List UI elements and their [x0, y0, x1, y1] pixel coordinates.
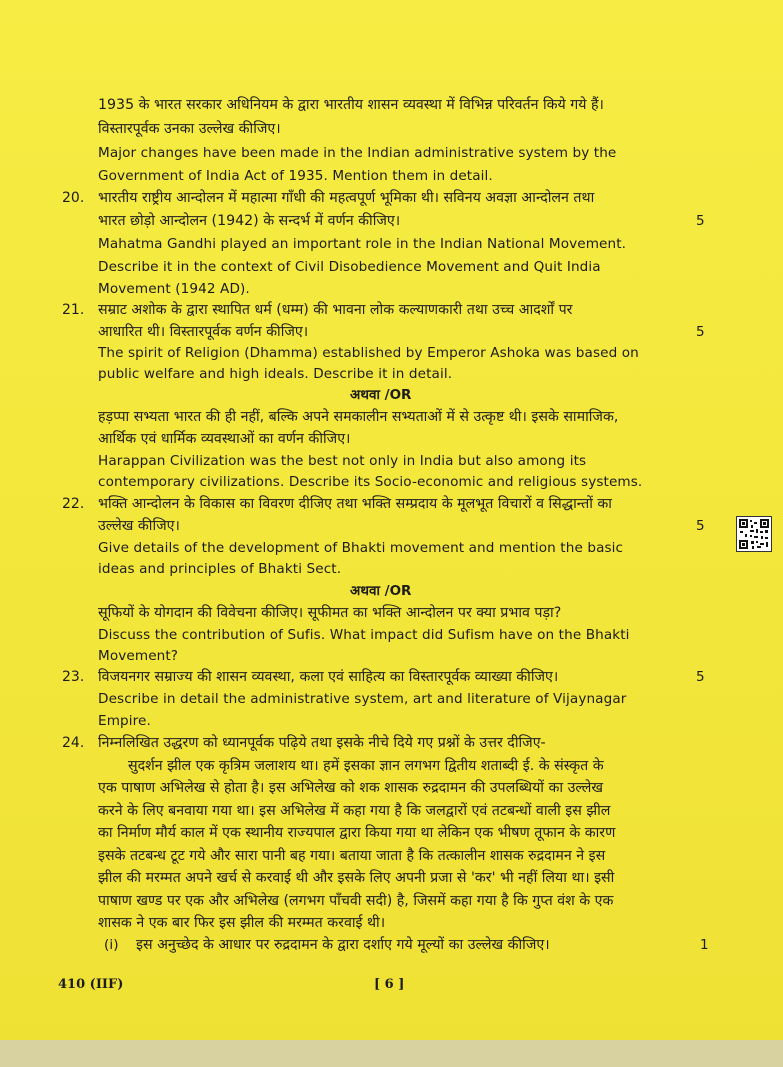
q19-english-line-1: Major changes have been made in the Indian administrative system by the: [98, 145, 617, 161]
q23-english-line-1: Describe in detail the administrative system, art and literature of Vijaynagar: [98, 691, 627, 707]
qr-code-icon: [736, 516, 772, 552]
q24-passage-line-5: इसके तटबन्ध टूट गये और सारा पानी बह गया। बताया जाता है कि तत्कालीन शासक रुद्रदामन ने इस: [98, 848, 606, 864]
q24-passage-line-2: एक पाषाण अभिलेख से होता है। इस अभिलेख को शक शासक रुद्रदामन की उपलब्धियों का उल्लेख: [98, 780, 603, 796]
q23-english-line-2: Empire.: [98, 713, 151, 729]
q21-or-label: अथवा /OR: [350, 387, 412, 403]
q22-marks: 5: [696, 518, 705, 534]
q24-passage-line-1: सुदर्शन झील एक कृत्रिम जलाशय था। हमें इसका ज्ञान लगभग द्वितीय शताब्दी ई. के संस्कृत के: [128, 758, 604, 774]
q23-hindi-line-1: विजयनगर सम्राज्य की शासन व्यवस्था, कला एवं साहित्य का विस्तारपूर्वक व्याख्या कीजिए।: [98, 669, 559, 685]
q21-alt-english-line-1: Harappan Civilization was the best not only in India but also among its: [98, 453, 587, 469]
q21-alt-hindi-line-2: आर्थिक एवं धार्मिक व्यवस्थाओं का वर्णन कीजिए।: [98, 431, 351, 447]
q22-english-line-1: Give details of the development of Bhakti movement and mention the basic: [98, 540, 624, 556]
q24-sub-i-marks: 1: [700, 937, 709, 953]
q21-english-line-1: The spirit of Religion (Dhamma) established by Emperor Ashoka was based on: [98, 345, 639, 361]
q21-marks: 5: [696, 324, 705, 340]
q21-hindi-line-1: सम्राट अशोक के द्वारा स्थापित धर्म (धम्म) की भावना लोक कल्याणकारी तथा उच्च आदर्शों पर: [98, 302, 573, 318]
q22-hindi-line-1: भक्ति आन्दोलन के विकास का विवरण दीजिए तथा भक्ति सम्प्रदाय के मूलभूत विचारों व सिद्धान्तों का: [98, 496, 612, 512]
q20-hindi-line-2: भारत छोड़ो आन्दोलन (1942) के सन्दर्भ में वर्णन कीजिए।: [98, 213, 401, 229]
q22-or-label: अथवा /OR: [350, 583, 412, 599]
q21-english-line-2: public welfare and high ideals. Describe it in detail.: [98, 366, 453, 382]
q24-passage-line-7: पाषाण खण्ड पर एक और अभिलेख (लगभग पाँचवी सदी) है, जिसमें कहा गया है कि गुप्त वंश के एक: [98, 893, 614, 909]
q24-passage-line-4: का निर्माण मौर्य काल में एक स्थानीय राज्यपाल द्वारा किया गया था लेकिन एक भीषण तूफान के कारण: [98, 825, 616, 841]
q22-english-line-2: ideas and principles of Bhakti Sect.: [98, 561, 342, 577]
q23-marks: 5: [696, 669, 705, 685]
q24-passage-line-6: झील की मरम्मत अपने खर्च से करवाई थी और इसके लिए अपनी प्रजा से 'कर' भी नहीं लिया था। इसी: [98, 870, 615, 886]
paper-code: 410 (IIF): [58, 977, 124, 992]
q23-number: 23.: [62, 669, 85, 685]
q19-english-line-2: Government of India Act of 1935. Mention them in detail.: [98, 168, 493, 184]
q20-english-line-2: Describe it in the context of Civil Disobedience Movement and Quit India: [98, 259, 601, 275]
q20-number: 20.: [62, 190, 85, 206]
q19-hindi-line-2: विस्तारपूर्वक उनका उल्लेख कीजिए।: [98, 121, 281, 137]
q24-instruction: निम्नलिखित उद्धरण को ध्यानपूर्वक पढ़िये तथा इसके नीचे दिये गए प्रश्नों के उत्तर दीजिए-: [98, 735, 546, 751]
q20-hindi-line-1: भारतीय राष्ट्रीय आन्दोलन में महात्मा गाँधी की महत्वपूर्ण भूमिका थी। सविनय अवज्ञा आन्दोलन तथा: [98, 190, 595, 206]
q20-english-line-3: Movement (1942 AD).: [98, 281, 250, 297]
qr-code-graphic: [737, 517, 771, 551]
q22-alt-english-line-1: Discuss the contribution of Sufis. What impact did Sufism have on the Bhakti: [98, 627, 630, 643]
q21-number: 21.: [62, 302, 85, 318]
q21-hindi-line-2: आधारित थी। विस्तारपूर्वक वर्णन कीजिए।: [98, 324, 309, 340]
q22-alt-english-line-2: Movement?: [98, 648, 179, 664]
scan-bottom-edge: [0, 1040, 783, 1067]
q24-passage-line-8: शासक ने एक बार फिर इस झील की मरम्मत करवाई थी।: [98, 915, 386, 931]
q20-marks: 5: [696, 213, 705, 229]
q20-english-line-1: Mahatma Gandhi played an important role in the Indian National Movement.: [98, 236, 627, 252]
q19-hindi-line-1: 1935 के भारत सरकार अधिनियम के द्वारा भारतीय शासन व्यवस्था में विभिन्न परिवर्तन किये गये हैं।: [98, 97, 604, 113]
q22-number: 22.: [62, 496, 85, 512]
q24-number: 24.: [62, 735, 85, 751]
q21-alt-english-line-2: contemporary civilizations. Describe its Socio-economic and religious systems.: [98, 474, 643, 490]
q24-sub-i-text: इस अनुच्छेद के आधार पर रुद्रदामन के द्वारा दर्शाए गये मूल्यों का उल्लेख कीजिए।: [136, 937, 550, 953]
q21-alt-hindi-line-1: हड़प्पा सभ्यता भारत की ही नहीं, बल्कि अपने समकालीन सभ्यताओं में से उत्कृष्ट थी। इसके सामाजिक,: [98, 409, 619, 425]
q22-alt-hindi-line-1: सूफियों के योगदान की विवेचना कीजिए। सूफीमत का भक्ति आन्दोलन पर क्या प्रभाव पड़ा?: [98, 605, 562, 621]
page-number: [ 6 ]: [374, 977, 405, 992]
q24-sub-i-label: (i): [104, 937, 119, 953]
q22-hindi-line-2: उल्लेख कीजिए।: [98, 518, 180, 534]
q24-passage-line-3: करने के लिए बनवाया गया था। इस अभिलेख में कहा गया है कि जलद्वारों एवं तटबन्धों वाली इस झील: [98, 803, 611, 819]
